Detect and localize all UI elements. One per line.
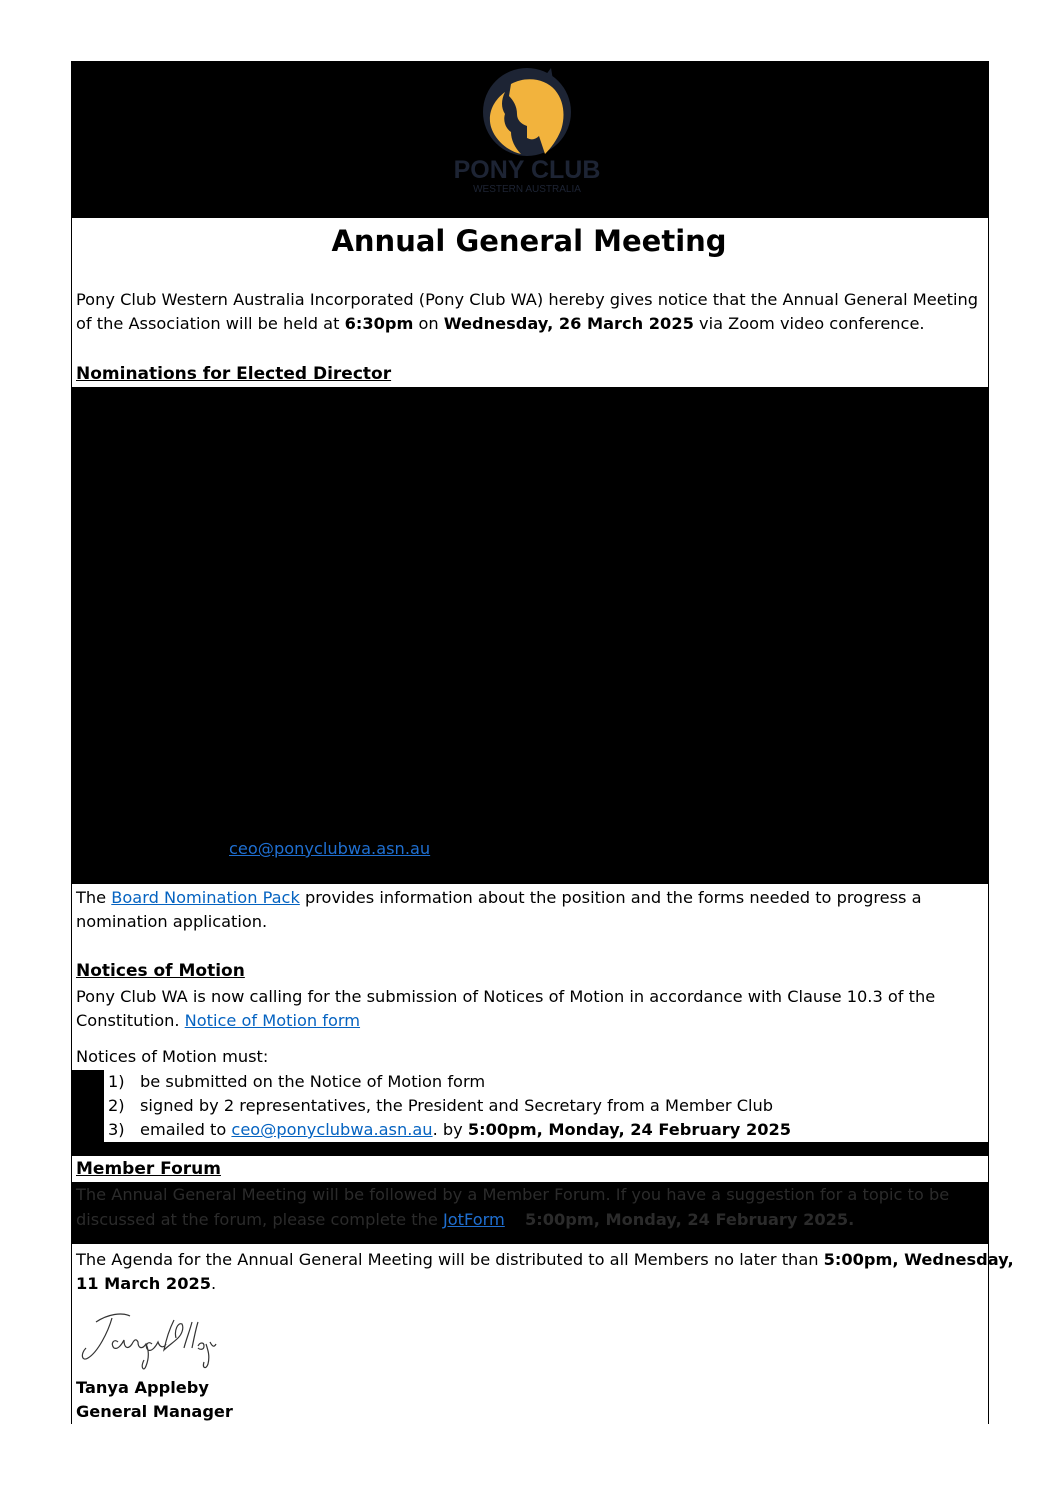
motions-email-link[interactable]: ceo@ponyclubwa.asn.au [231,1120,433,1139]
list-item: 3) emailed to ceo@ponyclubwa.asn.au. by 5:00pm, Monday, 24 February 2025 [108,1120,792,1139]
svg-text:PONY CLUB: PONY CLUB [453,156,601,184]
agenda-line-1: The Agenda for the Annual General Meeting will be distributed to all Members no later than 5:00pm, Wednesday, [76,1250,1014,1269]
nominations-email-link[interactable]: ceo@ponyclubwa.asn.au [229,839,431,858]
svg-text:WESTERN AUSTRALIA: WESTERN AUSTRALIA [473,184,581,195]
intro-line-2: of the Association will be held at 6:30pm on Wednesday, 26 March 2025 via Zoom video conference. [76,314,925,333]
motions-deadline: 5:00pm, Monday, 24 February 2025 [467,1120,792,1139]
notice-of-motion-form-link[interactable]: Notice of Motion form [184,1011,361,1030]
signature [78,1308,228,1380]
meeting-date: Wednesday, 26 March 2025 [443,314,694,333]
redacted-list-margin [71,1070,104,1142]
pony-club-logo [447,66,607,198]
intro-line-1: Pony Club Western Australia Incorporated (Pony Club WA) hereby gives notice that the Annual General Meeting [76,290,979,309]
motions-line-2: Constitution. Notice of Motion form [76,1011,361,1030]
horse-and-rider-logo-icon [447,66,607,198]
agenda-line-2: 11 March 2025. [76,1274,217,1293]
board-nomination-pack-link[interactable]: Board Nomination Pack [111,888,300,907]
handwritten-signature-icon [78,1308,228,1376]
redacted-nominations-block [71,387,988,884]
list-item: 2) signed by 2 representatives, the President and Secretary from a Member Club [108,1096,774,1115]
meeting-time: 6:30pm [344,314,414,333]
motions-list [104,1070,987,1142]
list-item: 1) be submitted on the Notice of Motion form [108,1072,486,1091]
nominations-heading: Nominations for Elected Director [76,364,392,384]
forum-line-2: discussed at the forum, please complete the JotForm [76,1210,505,1229]
motions-line-1: Pony Club WA is now calling for the submission of Notices of Motion in accordance with Clause 10.3 of the [76,987,936,1006]
redacted-strip [71,1142,988,1156]
jotform-link[interactable]: JotForm [442,1210,505,1229]
forum-deadline: 5:00pm, Monday, 24 February 2025. [525,1210,855,1229]
motions-heading: Notices of Motion [76,961,245,981]
signatory-role: General Manager [76,1402,233,1421]
forum-heading: Member Forum [76,1159,221,1179]
signatory-name: Tanya Appleby [76,1378,209,1397]
board-pack-line-1: The Board Nomination Pack provides information about the position and the forms needed to progress a [76,888,922,907]
motions-must: Notices of Motion must: [76,1047,269,1066]
forum-line-1: The Annual General Meeting will be followed by a Member Forum. If you have a suggestion for a topic to be [76,1185,950,1204]
board-pack-line-2: nomination application. [76,912,268,931]
page-title: Annual General Meeting [331,224,727,258]
